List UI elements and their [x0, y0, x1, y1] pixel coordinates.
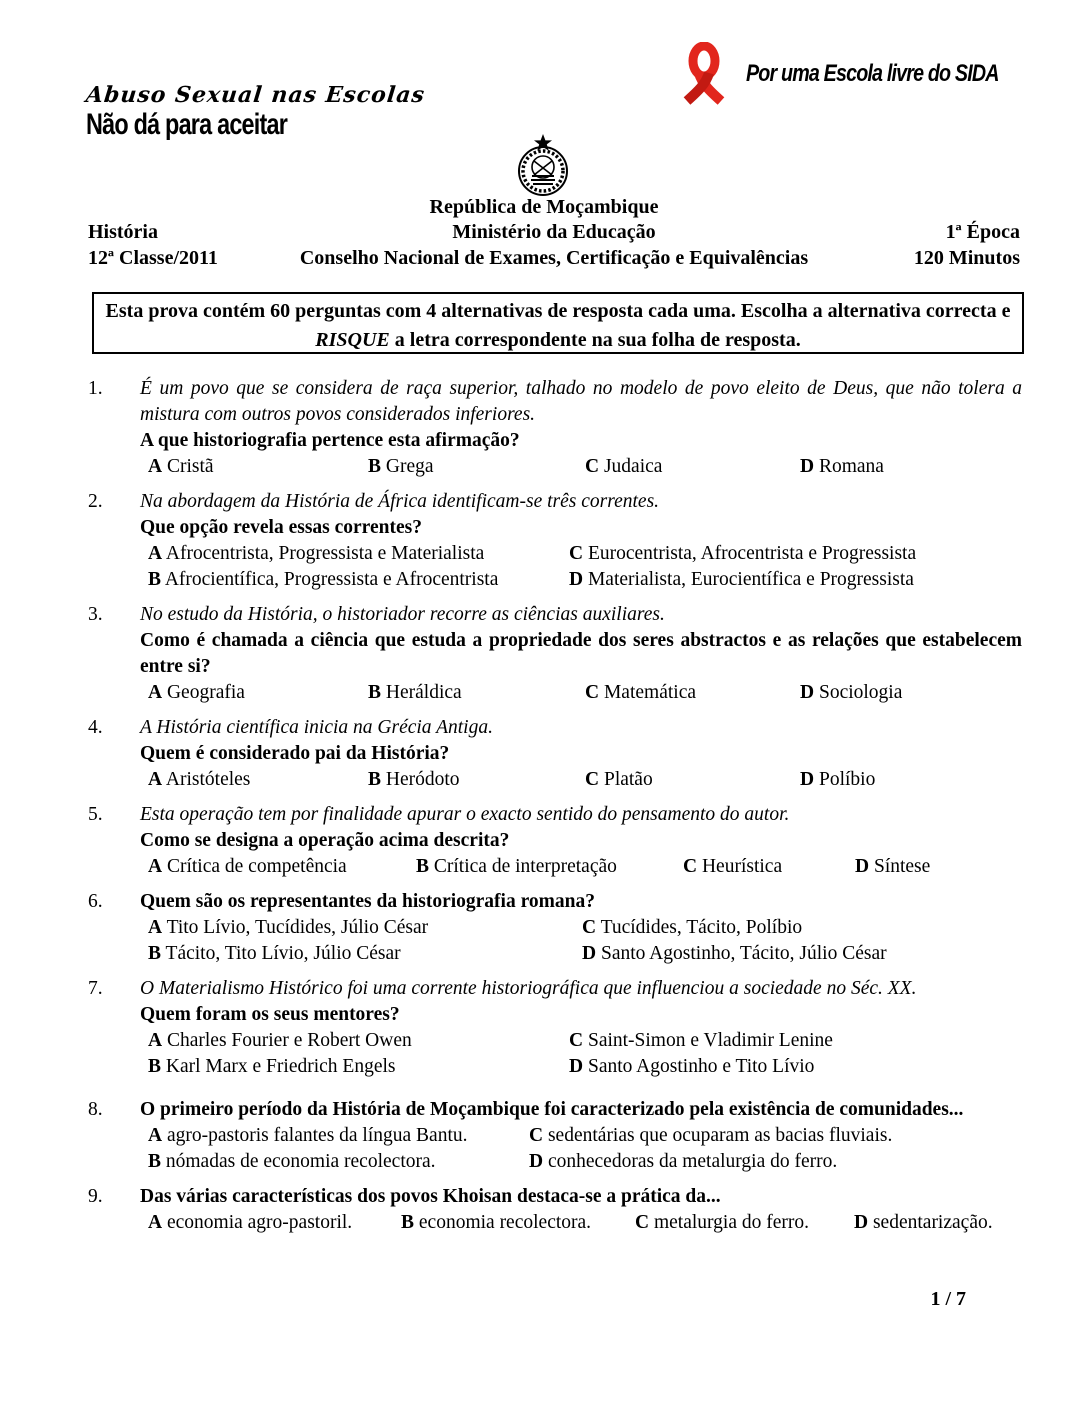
red-ribbon-icon	[668, 42, 740, 108]
question-stem: Esta operação tem por finalidade apurar o exacto sentido do pensamento do autor.	[140, 804, 790, 825]
council-label: Conselho Nacional de Exames, Certificação e Equivalências	[299, 247, 809, 269]
mozambique-emblem	[514, 134, 572, 198]
option-a: A Charles Fourier e Robert Owen	[148, 1030, 412, 1051]
options-row	[140, 454, 1022, 480]
option-b: B Tácito, Tito Lívio, Júlio César	[148, 943, 401, 964]
question-3	[88, 602, 1022, 706]
option-d: D Materialista, Eurocientífica e Progressista	[569, 569, 914, 590]
instructions-text-1: Esta prova contém 60 perguntas com 4 alternativas de resposta cada uma. Escolha a alternativa correcta e	[105, 300, 1011, 322]
option-c: C metalurgia do ferro.	[635, 1212, 810, 1233]
option-b: B Afrocientífica, Progressista e Afrocentrista	[148, 569, 499, 590]
question-stem: A História científica inicia na Grécia Antiga.	[140, 717, 493, 738]
question-stem: O Materialismo Histórico foi uma corrente historiográfica que influenciou a sociedade no Séc. XX.	[140, 978, 917, 999]
ministry-label: Ministério da Educação	[452, 221, 656, 243]
instructions-risque: RISQUE	[315, 329, 390, 351]
option-d: D Síntese	[855, 856, 931, 877]
option-b: B Heródoto	[368, 769, 460, 790]
options-row	[140, 680, 1022, 706]
option-b: B Karl Marx e Friedrich Engels	[148, 1056, 396, 1077]
option-a: A Crítica de competência	[148, 856, 347, 877]
republic-title: República de Moçambique	[429, 196, 659, 218]
question-prompt: Quem são os representantes da historiografia romana?	[140, 891, 595, 912]
question-prompt: O primeiro período da História de Moçambique foi caracterizado pela existência de comunidades...	[140, 1099, 964, 1120]
duration-label: 120 Minutos	[913, 247, 1020, 269]
question-number: 2.	[88, 491, 103, 512]
option-a: A Aristóteles	[148, 769, 251, 790]
option-a: A Afrocentrista, Progressista e Materialista	[148, 543, 485, 564]
question-prompt: Das várias características dos povos Khoisan destaca-se a prática da...	[140, 1186, 721, 1207]
question-prompt: Quem é considerado pai da História?	[140, 743, 450, 764]
option-b: B economia recolectora.	[401, 1212, 592, 1233]
option-b: B Grega	[368, 456, 434, 477]
question-number: 8.	[88, 1099, 103, 1120]
option-b: B nómadas de economia recolectora.	[148, 1151, 436, 1172]
question-stem: Na abordagem da História de África identificam-se três correntes.	[140, 491, 660, 512]
epoch-label: 1ª Época	[945, 221, 1020, 243]
option-c: C Tucídides, Tácito, Políbio	[582, 917, 803, 938]
campaign-slogan-script: Abuso Sexual nas Escolas	[84, 82, 427, 108]
options-grid	[140, 1123, 1022, 1175]
option-d: D conhecedoras da metalurgia do ferro.	[529, 1151, 838, 1172]
question-prompt: Como é chamada a ciência que estuda a propriedade dos seres abstractos e as relações que estabelecem entre si?	[140, 630, 1022, 677]
option-d: D Romana	[800, 456, 884, 477]
option-a: A Tito Lívio, Tucídides, Júlio César	[148, 917, 429, 938]
questions-list	[88, 376, 1022, 1245]
option-c: C Judaica	[585, 456, 663, 477]
options-grid	[140, 1028, 1022, 1080]
question-prompt: Como se designa a operação acima descrita?	[140, 830, 510, 851]
option-a: A economia agro-pastoril.	[148, 1212, 353, 1233]
question-prompt: A que historiografia pertence esta afirmação?	[140, 430, 520, 451]
question-stem: No estudo da História, o historiador recorre as ciências auxiliares.	[140, 604, 665, 625]
option-d: D sedentarização.	[854, 1212, 993, 1233]
options-grid	[140, 541, 1022, 593]
question-5	[88, 802, 1022, 880]
option-d: D Sociologia	[800, 682, 903, 703]
options-row	[140, 767, 1022, 793]
question-prompt: Que opção revela essas correntes?	[140, 517, 422, 538]
option-a: A agro-pastoris falantes da língua Bantu.	[148, 1125, 468, 1146]
question-number: 4.	[88, 717, 103, 738]
option-c: C Eurocentrista, Afrocentrista e Progressista	[569, 543, 917, 564]
question-6	[88, 889, 1022, 967]
question-prompt: Quem foram os seus mentores?	[140, 1004, 400, 1025]
question-number: 9.	[88, 1186, 103, 1207]
option-c: C Platão	[585, 769, 653, 790]
campaign-slogan-bold: Não dá para aceitar	[86, 108, 288, 141]
option-c: C Matemática	[585, 682, 697, 703]
option-d: D Políbio	[800, 769, 876, 790]
page-number: 1 / 7	[930, 1288, 966, 1310]
options-row	[140, 1210, 1022, 1236]
campaign-block	[86, 82, 425, 140]
option-a: A Cristã	[148, 456, 214, 477]
option-c: C sedentárias que ocuparam as bacias fluviais.	[529, 1125, 893, 1146]
option-d: D Santo Agostinho, Tácito, Júlio César	[582, 943, 887, 964]
option-c: C Saint-Simon e Vladimir Lenine	[569, 1030, 833, 1051]
question-8	[88, 1097, 1022, 1175]
option-a: A Geografia	[148, 682, 245, 703]
options-row	[140, 854, 1022, 880]
subject-label: História	[88, 221, 158, 243]
question-number: 3.	[88, 604, 103, 625]
question-1	[88, 376, 1022, 480]
instructions-box	[92, 292, 1024, 354]
grade-label: 12ª Classe/2011	[88, 247, 218, 269]
question-number: 1.	[88, 378, 103, 399]
question-4	[88, 715, 1022, 793]
question-number: 6.	[88, 891, 103, 912]
options-grid	[140, 915, 1022, 967]
question-number: 7.	[88, 978, 103, 999]
option-b: B Crítica de interpretação	[416, 856, 617, 877]
ribbon-slogan: Por uma Escola livre do SIDA	[746, 60, 999, 87]
question-2	[88, 489, 1022, 593]
option-b: B Heráldica	[368, 682, 462, 703]
instructions-text-2: a letra correspondente na sua folha de resposta.	[389, 329, 801, 351]
question-7	[88, 976, 1022, 1080]
option-c: C Heurística	[683, 856, 783, 877]
option-d: D Santo Agostinho e Tito Lívio	[569, 1056, 815, 1077]
question-9	[88, 1184, 1022, 1236]
question-number: 5.	[88, 804, 103, 825]
question-stem: É um povo que se considera de raça superior, talhado no modelo de povo eleito de Deus, que não tolera a mistura com outros povos considerados inferiores.	[140, 378, 1022, 425]
